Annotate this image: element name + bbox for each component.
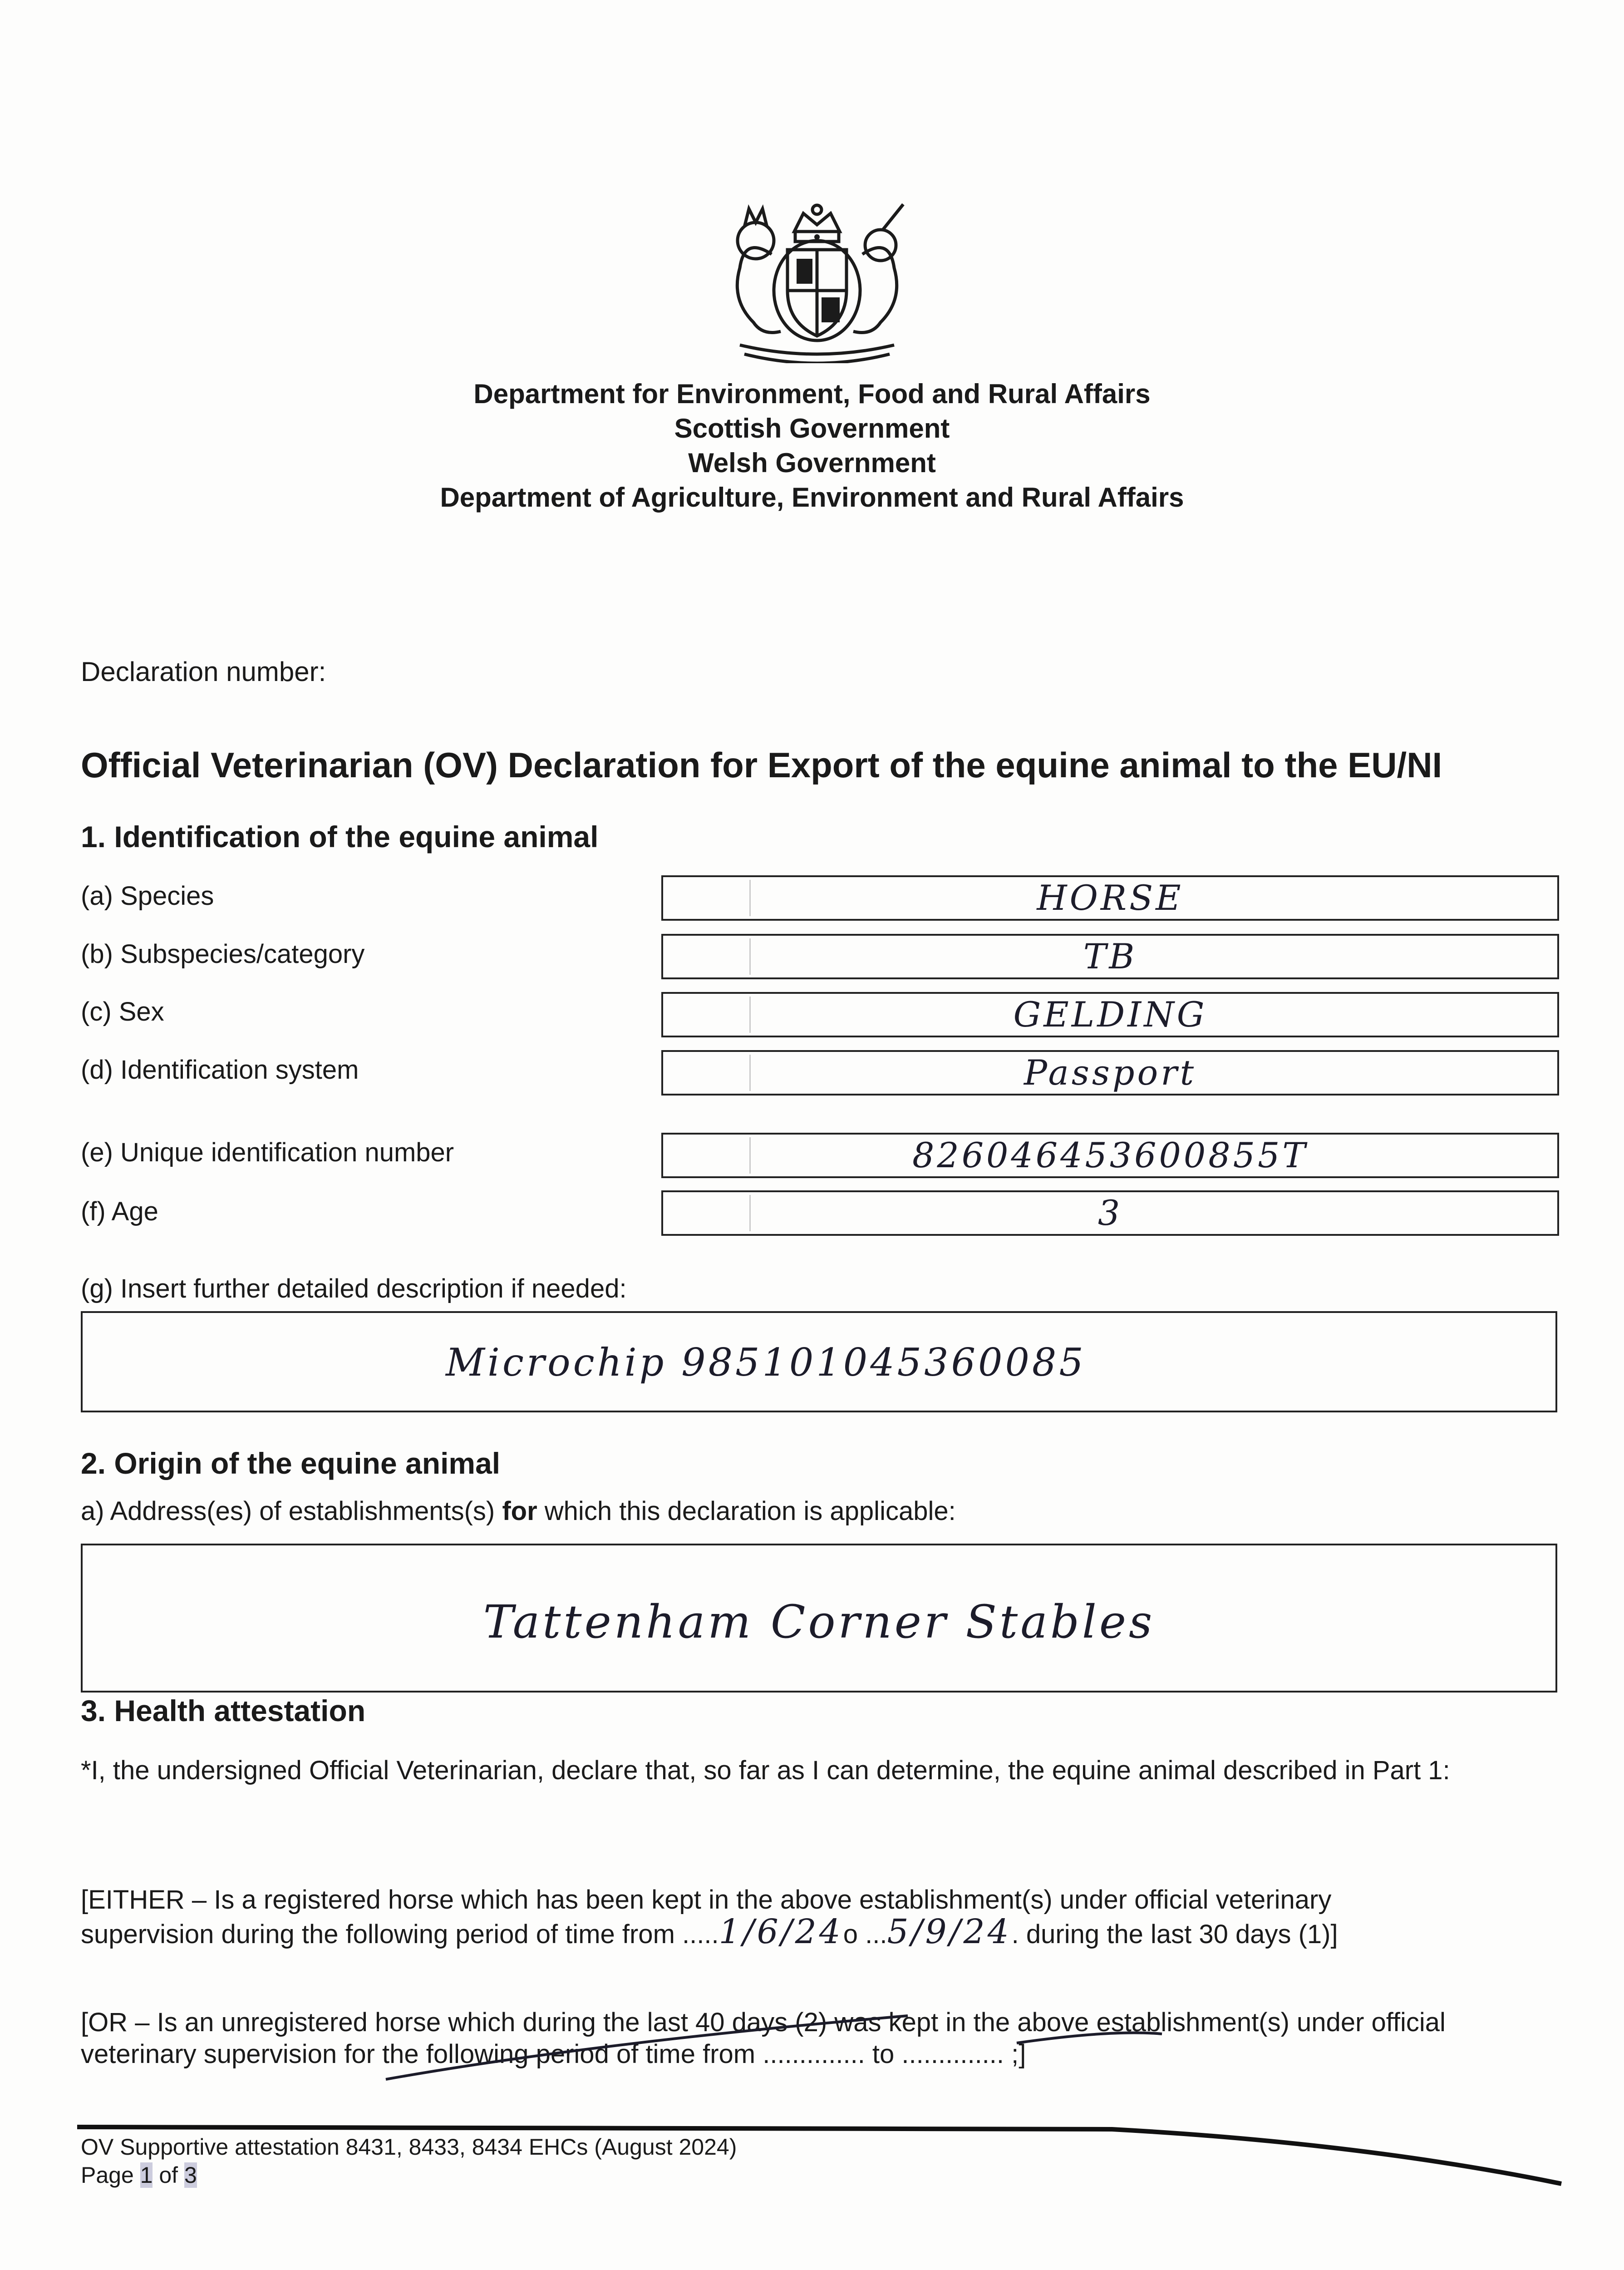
page-title: Official Veterinarian (OV) Declaration for Export of the equine animal to the EU/NI — [81, 745, 1442, 785]
sex-label: (c) Sex — [81, 997, 164, 1026]
health-intro: *I, the undersigned Official Veterinarian, declare that, so far as I can determine, the equine animal described in Part 1: — [81, 1756, 1450, 1785]
age-value: 3 — [1097, 1193, 1123, 1233]
further-description-value: Microchip 985101045360085 — [446, 1340, 1086, 1385]
subspecies-value: TB — [1083, 936, 1137, 977]
declaration-number-label: Declaration number: — [81, 656, 326, 687]
either-from-date: 1/6/24 — [718, 1912, 843, 1951]
unique-id-label: (e) Unique identification number — [81, 1138, 454, 1167]
department-defra: Department for Environment, Food and Rural Affairs — [473, 379, 1151, 409]
department-welsh-government: Welsh Government — [688, 448, 936, 478]
section-1-heading: 1. Identification of the equine animal — [81, 820, 599, 854]
identification-system-value: Passport — [1024, 1052, 1197, 1093]
department-scottish-government: Scottish Government — [674, 413, 950, 444]
species-value: HORSE — [1037, 878, 1184, 918]
age-label: (f) Age — [81, 1197, 158, 1226]
section-3-heading: 3. Health attestation — [81, 1694, 366, 1727]
either-clause: [EITHER – Is a registered horse which has been kept in the above establishment(s) under official veterinary supervision during the following period of time from .....1/6/24o ...5/9/24. during the last 30 days (1)] — [81, 1885, 1338, 1951]
address-label: a) Address(es) of establishments(s) for which this declaration is applicable: — [81, 1496, 956, 1526]
identification-system-label: (d) Identification system — [81, 1055, 359, 1085]
unique-id-value: 826046453600855T — [912, 1135, 1308, 1175]
subspecies-label: (b) Subspecies/category — [81, 939, 365, 969]
department-daera: Department of Agriculture, Environment and Rural Affairs — [440, 482, 1184, 513]
either-to-date: 5/9/24 — [887, 1912, 1012, 1951]
sex-value: GELDING — [1013, 994, 1207, 1035]
further-description-label: (g) Insert further detailed description if needed: — [81, 1274, 627, 1303]
page-number: Page 1 of 3 — [81, 2162, 197, 2188]
or-clause: [OR – Is an unregistered horse which during the last 40 days (2) was kept in the above establishment(s) under official veterinary supervision for the following period of time from .............. to .............. ;] — [81, 2008, 1446, 2069]
section-2-heading: 2. Origin of the equine animal — [81, 1446, 501, 1480]
footer-attestation: OV Supportive attestation 8431, 8433, 8434 EHCs (August 2024) — [81, 2134, 737, 2160]
species-label: (a) Species — [81, 881, 214, 911]
address-value: Tattenham Corner Stables — [483, 1595, 1155, 1648]
